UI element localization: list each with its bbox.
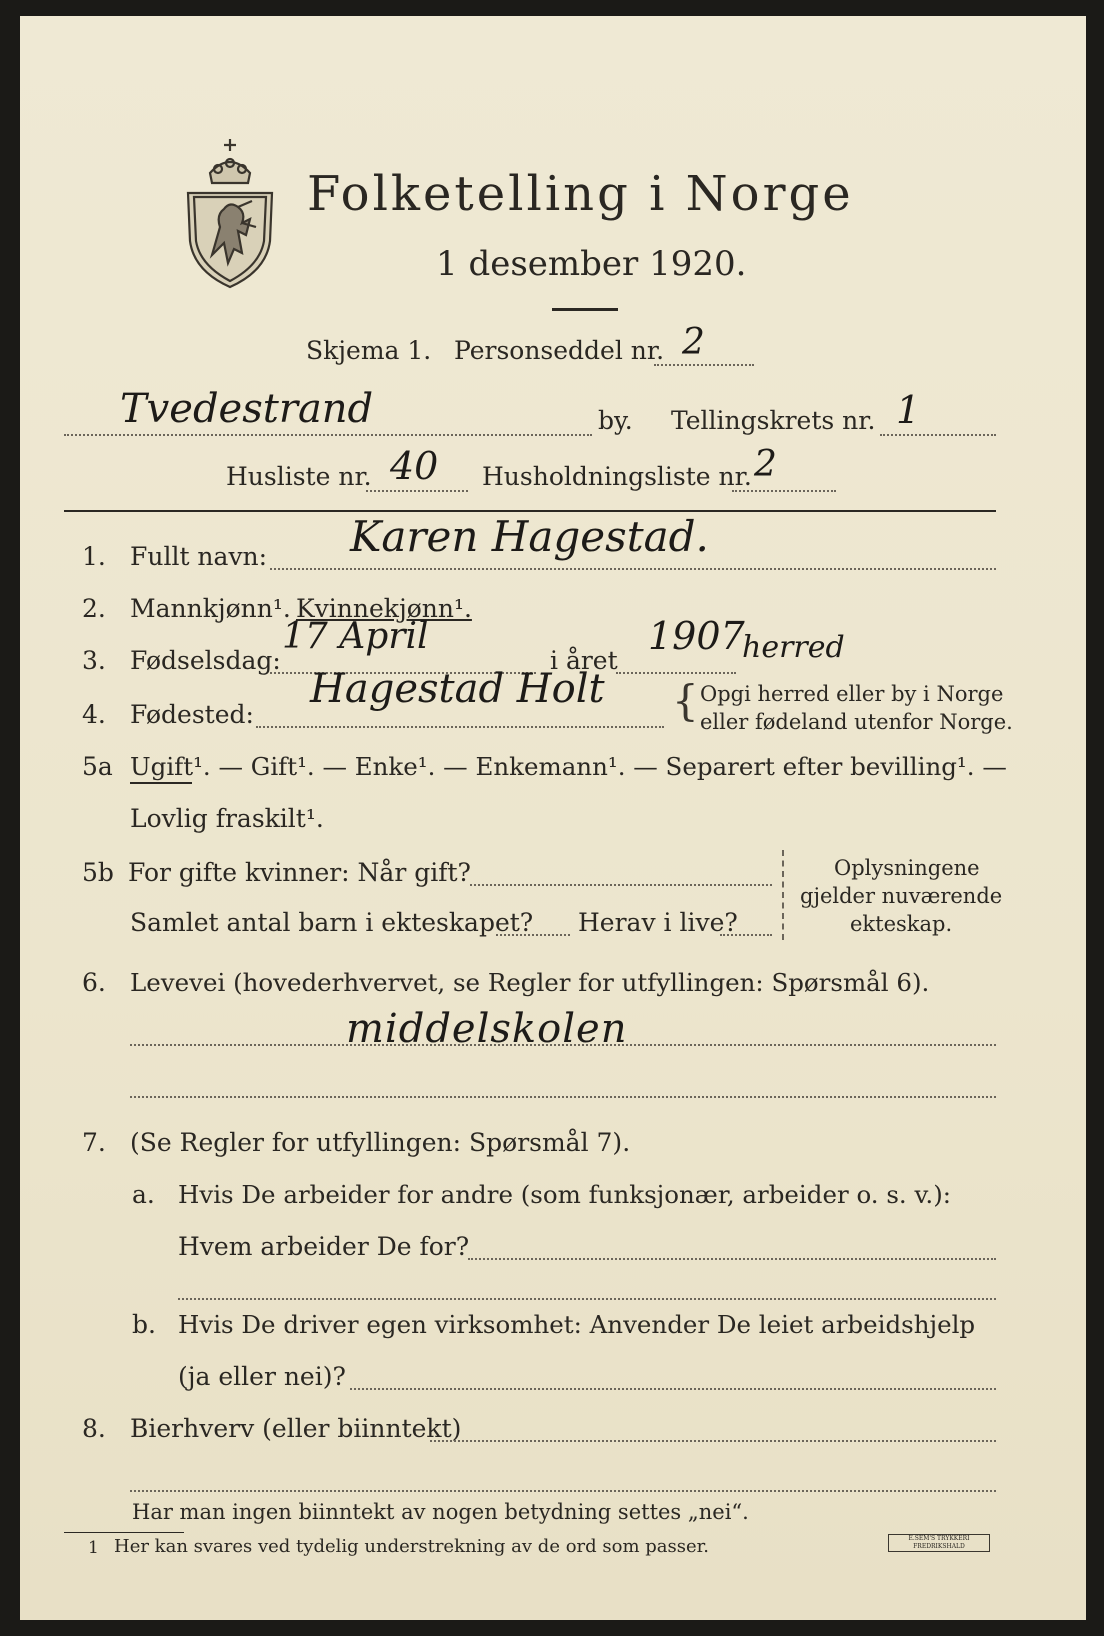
q6-label: Levevei (hovederhvervet, se Regler for utfyllingen: Spørsmål 6). (130, 968, 930, 997)
marital-status-divorced: Lovlig fraskilt¹. (130, 804, 324, 833)
q5b-number: 5b (82, 858, 114, 887)
q7a-letter: a. (132, 1180, 155, 1209)
q4-label: Fødested: (130, 700, 254, 729)
q7a-employer-label: Hvem arbeider De for? (178, 1232, 470, 1261)
q5b-children-label: Samlet antal barn i ekteskapet? (130, 908, 534, 937)
q8-label: Bierhverv (eller biinntekt) (130, 1414, 462, 1443)
q1-line (270, 568, 996, 570)
tellingskrets-label: Tellingskrets nr. (671, 406, 876, 435)
birth-year-value: 1907 (648, 614, 745, 658)
footnote-text: Her kan svares ved tydelig understrekning av de ord som passer. (114, 1536, 709, 1557)
q4-number: 4. (82, 700, 106, 729)
husliste-label: Husliste nr. (226, 462, 372, 491)
footnote-rule (64, 1532, 184, 1533)
husholdning-line (732, 490, 836, 492)
city-suffix: by. (598, 406, 633, 435)
birth-year-line (616, 672, 736, 674)
q5b-children-line (496, 934, 570, 936)
birthplace-line (256, 726, 664, 728)
marital-status-options: Ugift¹. — Gift¹. — Enke¹. — Enkemann¹. — Separert efter bevilling¹. — (130, 752, 1007, 781)
q1-number: 1. (82, 542, 106, 571)
birthplace-note-1: Opgi herred eller by i Norge (700, 682, 1004, 706)
q7b-answer-line (350, 1388, 996, 1390)
personseddel-line (654, 364, 754, 366)
q5b-note-3: ekteskap. (850, 912, 953, 936)
birthplace-value: Hagestad Holt (310, 666, 605, 712)
q5b-note-1: Oplysningene (834, 856, 980, 880)
occupation-line-1 (130, 1044, 996, 1046)
husliste-value: 40 (390, 444, 439, 488)
city-line (64, 434, 592, 436)
personseddel-value: 2 (682, 322, 705, 363)
q8-number: 8. (82, 1414, 106, 1443)
q8-line-2 (130, 1490, 996, 1492)
q5b-married-label: For gifte kvinner: Når gift? (128, 858, 471, 887)
brace-icon: { (672, 676, 699, 725)
coat-of-arms-icon (180, 131, 280, 291)
q5a-number: 5a (82, 752, 113, 781)
q7b-question: Hvis De driver egen virksomhet: Anvender De leiet arbeidshjelp (178, 1310, 976, 1339)
footnote-mark: 1 (88, 1538, 99, 1558)
full-name-value: Karen Hagestad. (350, 512, 709, 561)
birthplace-note-2: eller fødeland utenfor Norge. (700, 710, 1013, 734)
city-value: Tvedestrand (120, 386, 374, 432)
schema-label: Skjema 1. (306, 336, 432, 365)
form-title: Folketelling i Norge (307, 166, 854, 222)
census-form-page (20, 16, 1086, 1620)
q3-label: Fødselsdag: (130, 646, 281, 675)
gender-male-option: Mannkjønn¹. (130, 594, 291, 623)
census-date: 1 desember 1920. (436, 244, 747, 284)
q7a-employer-line (468, 1258, 996, 1260)
tellingskrets-line (880, 434, 996, 436)
gender-female-option: Kvinnekjønn¹. (296, 594, 472, 623)
q2-number: 2. (82, 594, 106, 623)
tellingskrets-value: 1 (896, 388, 921, 432)
q5b-note-2: gjelder nuværende (800, 884, 1003, 908)
birthday-value: 17 April (282, 616, 429, 657)
q6-number: 6. (82, 968, 106, 997)
q5b-alive-label: Herav i live? (578, 908, 738, 937)
q8-note: Har man ingen biinntekt av nogen betydning settes „nei“. (132, 1500, 749, 1524)
printer-stamp: E.SEM'S TRYKKERI FREDRIKSHALD (888, 1534, 990, 1552)
q5b-note-bracket (782, 850, 784, 940)
q7-number: 7. (82, 1128, 106, 1157)
q7a-extra-line (178, 1298, 996, 1300)
q7-label: (Se Regler for utfyllingen: Spørsmål 7). (130, 1128, 631, 1157)
birthplace-extra-value: herred (742, 630, 845, 665)
title-divider (552, 308, 618, 311)
occupation-line-2 (130, 1096, 996, 1098)
ugift-underline (130, 782, 192, 784)
personseddel-label: Personseddel nr. (454, 336, 665, 365)
q5b-alive-line (720, 934, 772, 936)
husholdning-label: Husholdningsliste nr. (482, 462, 752, 491)
q3-number: 3. (82, 646, 106, 675)
birth-year-label: i året (550, 646, 618, 675)
husliste-line (366, 490, 468, 492)
q1-label: Fullt navn: (130, 542, 268, 571)
occupation-value: middelskolen (346, 1006, 628, 1052)
husholdning-value: 2 (754, 444, 777, 485)
q7a-question: Hvis De arbeider for andre (som funksjonær, arbeider o. s. v.): (178, 1180, 952, 1209)
q5b-married-line (470, 884, 772, 886)
q8-line-1 (430, 1440, 996, 1442)
q7b-answer-label: (ja eller nei)? (178, 1362, 346, 1391)
q7b-letter: b. (132, 1310, 156, 1339)
